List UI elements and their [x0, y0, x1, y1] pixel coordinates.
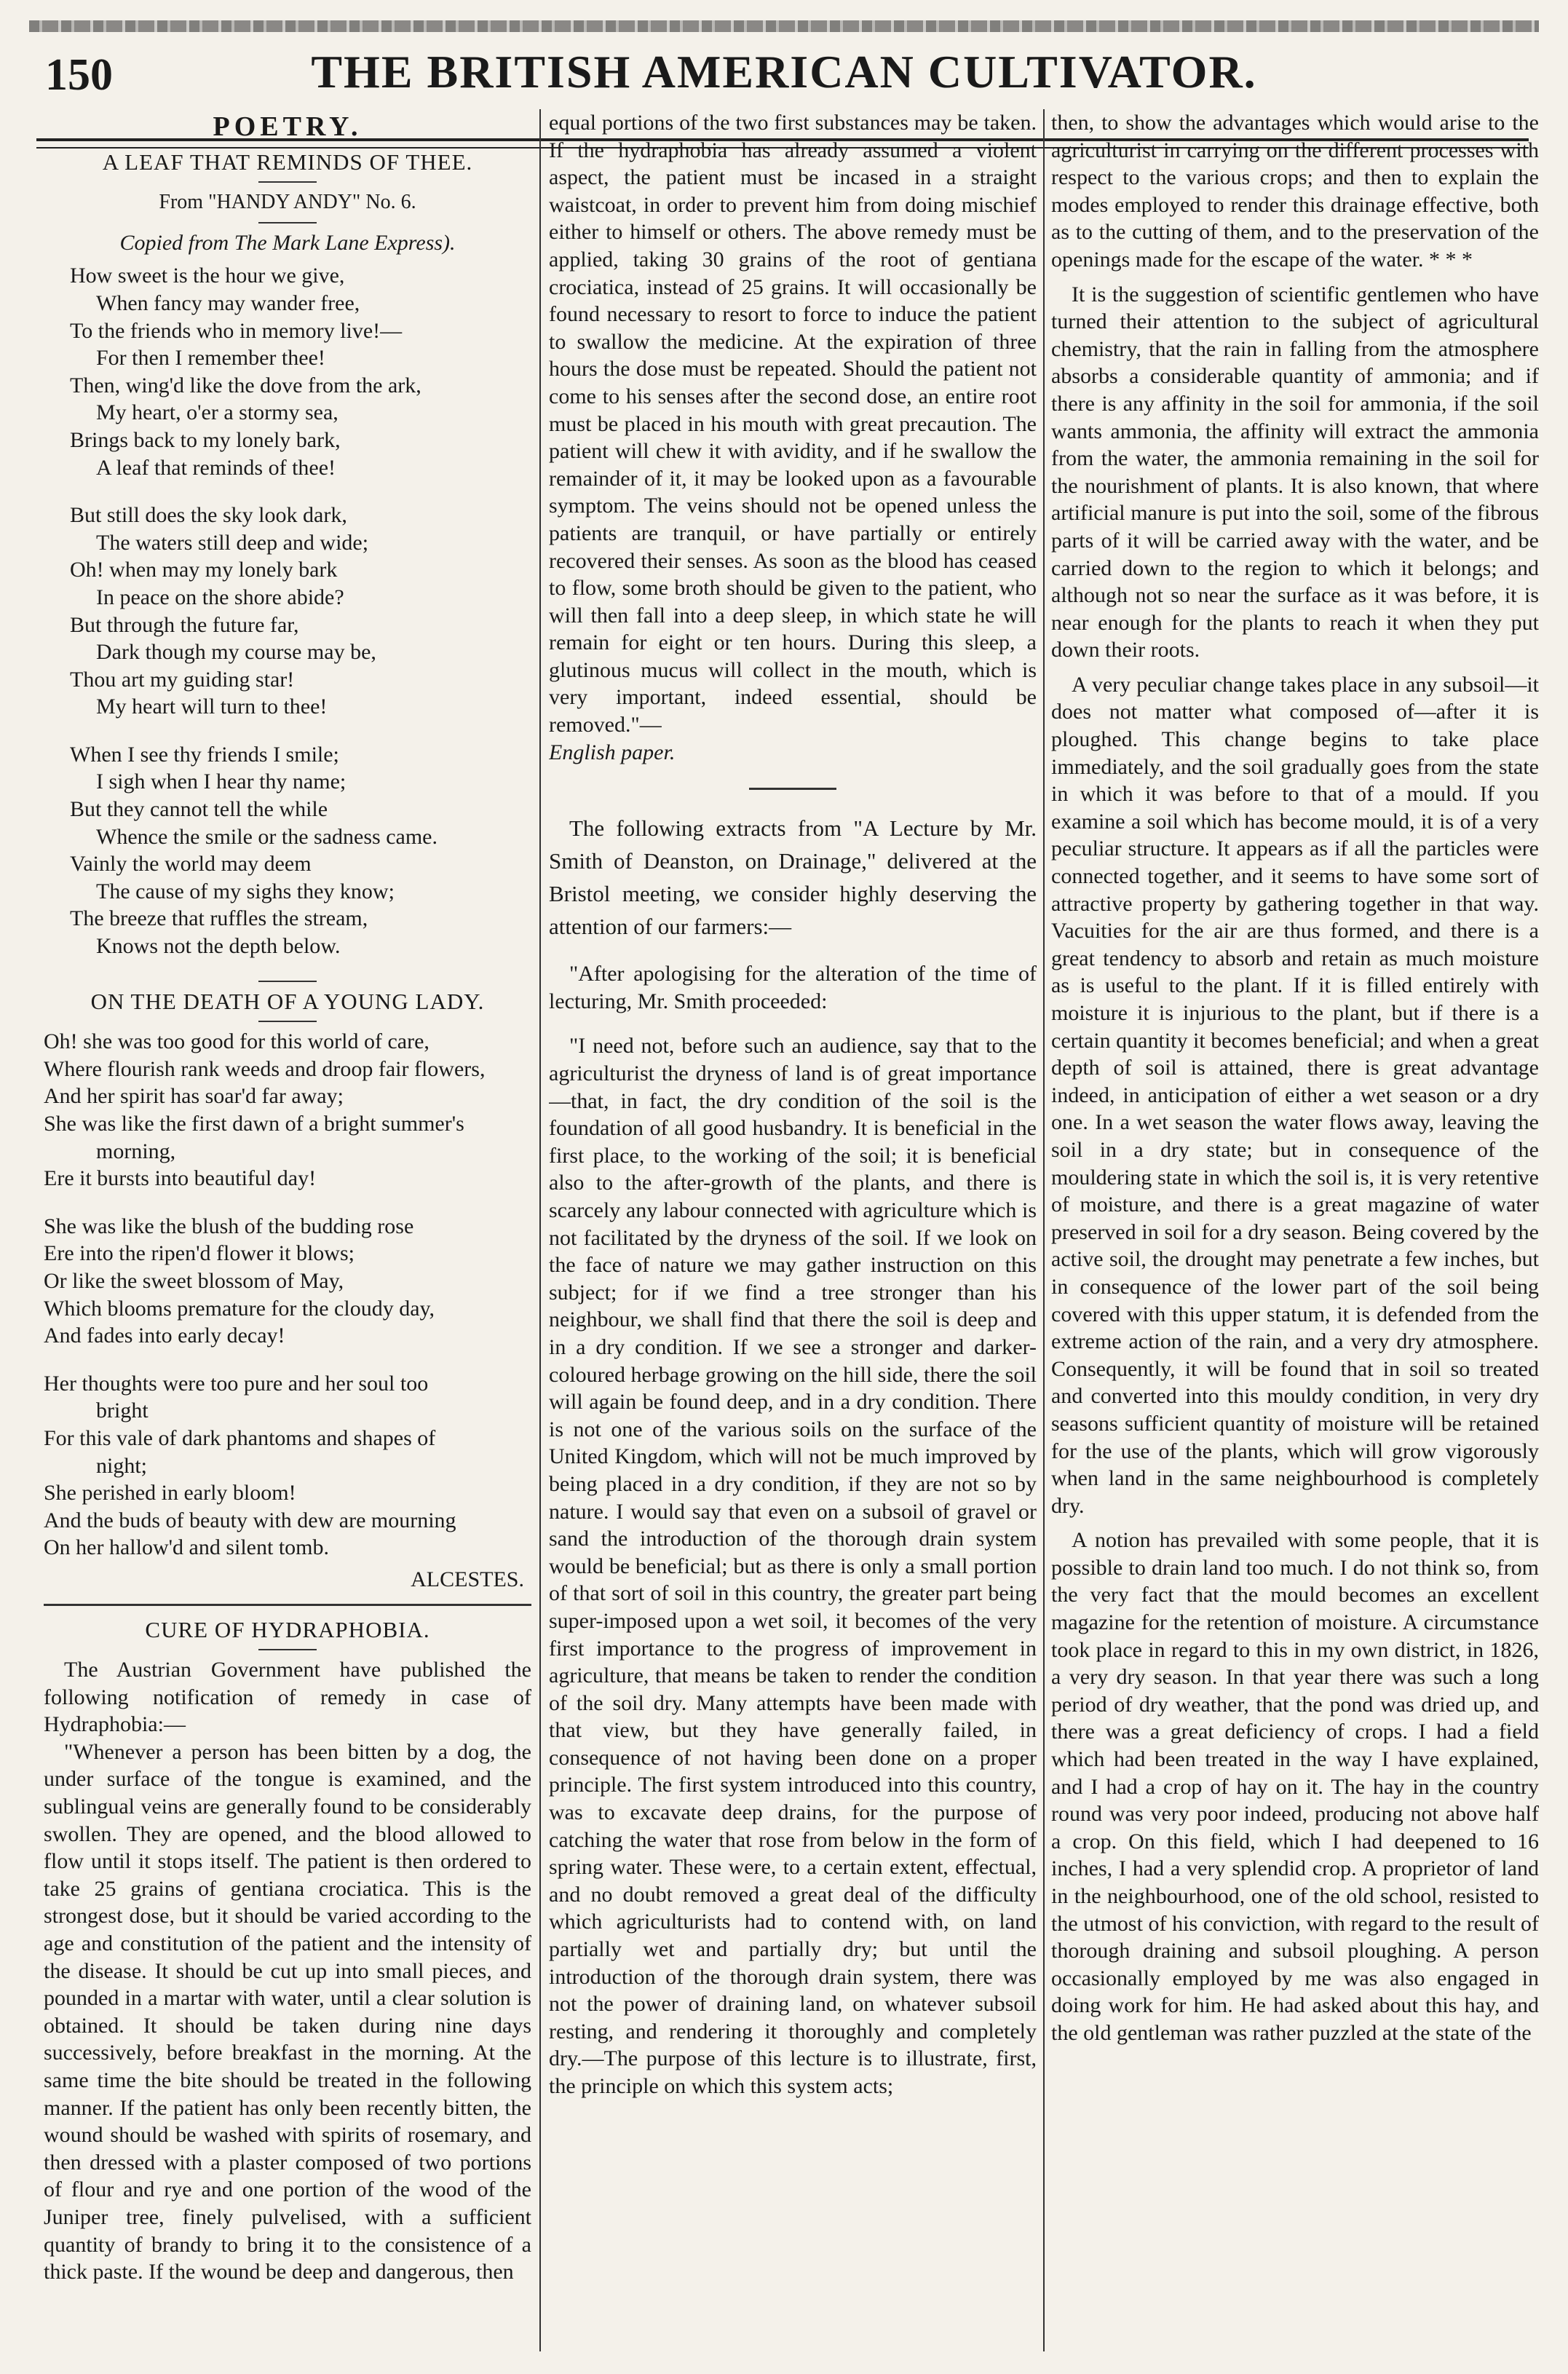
poem-signature: ALCESTES. — [411, 1567, 524, 1591]
section-heading: POETRY. — [213, 111, 363, 142]
divider — [258, 981, 317, 982]
poem-line: For then I remember thee! — [96, 346, 325, 371]
page-header — [29, 45, 1539, 111]
poem-line: She was like the first dawn of a bright summer's — [44, 1112, 464, 1136]
poem-line: My heart, o'er a stormy sea, — [96, 400, 338, 425]
poem-line: And fades into early decay! — [44, 1323, 285, 1348]
article-paragraph: A notion has prevailed with some people, that it is possible to drain land too much. I do not think so, from the very fact that the mould becomes an excellent magazine for the retention of moisture. A circumstance took place in regard to this in my own district, in 1826, a very dry season. In that year there was such a long period of dry weather, that the pond was dried up, and there was a great deficiency of crops. I had a field which had been treated in the way I have explained, and I had a crop of hay on it. The hay in the country round was very poor indeed, producing not above half a crop. On this field, which I had deepened to 16 inches, I had a very splendid crop. A proprietor of land in the neighbourhood, one of the old school, resisted to the utmost of his conviction, with regard to the result of thorough draining and subsoil ploughing. A person occasionally employed by me was also engaged in doing work for him. He had asked about this hay, and the old gentleman was rather puzzled at the state of the — [1051, 1528, 1539, 2045]
poem-line: night; — [96, 1453, 148, 1478]
poem-title: A LEAF THAT REMINDS OF THEE. — [102, 149, 473, 175]
poem-line: Or like the sweet blossom of May, — [44, 1268, 344, 1293]
article-paragraph: then, to show the advantages which would arise to the agriculturist in carrying on the different processes with respect to the various crops; and then to explain the modes employed to render this drainage effective, both as to the cutting of them, and to the preservation of the openings made for the escape of the water. * * * — [1051, 111, 1539, 272]
divider — [258, 222, 317, 223]
poem-line: In peace on the shore abide? — [96, 585, 344, 609]
article-paragraph: "Whenever a person has been bitten by a dog, the under surface of the tongue is examined, and the sublingual veins are generally found to be considerably swollen. They are opened, and the blood allowed to flow until it stops itself. The patient is then ordered to take 25 grains of gentiana crociatica. This is the strongest dose, but it should be varied according to the age and constitution of the patient and the intensity of the disease. It should be cut up into small pieces, and pounded in a martar with water, until a clear solution is obtained. It should be taken during nine days successively, before breakfast in the morning. At the same time the bite should be treated in the following manner. If the patient has only been recently bitten, the wound should be washed with spirits of rosemary, and then dressed with a plaster composed of two portions of flour and rye and one portion of the wood of the Juniper tree, finely pulvelised, with a sufficient quantity of brandy to bring it to the consistence of a thick paste. If the wound be deep and dangerous, then — [44, 1739, 531, 2284]
poem-line: She was like the blush of the budding rose — [44, 1214, 414, 1238]
poem-line: And her spirit has soar'd far away; — [44, 1084, 344, 1109]
poem-line: But through the future far, — [70, 612, 299, 637]
article-paragraph: The Austrian Government have published the following notification of remedy in case of Hydraphobia:— — [44, 1658, 531, 1737]
article-title: CURE OF HYDRAPHOBIA. — [145, 1616, 430, 1642]
poem-line: Vainly the world may deem — [70, 852, 312, 877]
newspaper-page — [29, 0, 1539, 2374]
stanza — [44, 1213, 531, 1350]
poem-line: bright — [96, 1398, 149, 1423]
poem-line: Ere into the ripen'd flower it blows; — [44, 1241, 355, 1266]
page-number: 150 — [45, 50, 113, 100]
column-2 — [549, 109, 1037, 2359]
poem-line: Then, wing'd like the dove from the ark, — [70, 373, 421, 397]
poem-body — [44, 262, 531, 960]
masthead-title: THE BRITISH AMERICAN CULTIVATOR. — [311, 46, 1257, 98]
poem-title: ON THE DEATH OF A YOUNG LADY. — [90, 988, 485, 1014]
article-intro: The following extracts from "A Lecture by Mr. Smith of Deanston, on Drainage," delivered at the Bristol meeting, we consider highly deserving the attention of our farmers:— — [549, 815, 1037, 940]
column-divider — [539, 109, 541, 2351]
poem-line: The cause of my sighs they know; — [96, 879, 395, 903]
poem-line: Thou art my guiding star! — [70, 667, 295, 692]
poem-line: morning, — [96, 1139, 176, 1163]
poem-line: A leaf that reminds of thee! — [96, 455, 336, 480]
poem-line: Where flourish rank weeds and droop fair flowers, — [44, 1056, 486, 1081]
column-divider — [1043, 109, 1045, 2351]
stanza — [44, 741, 531, 960]
poem-line: The breeze that ruffles the stream, — [70, 906, 368, 931]
stanza — [44, 262, 531, 481]
divider — [258, 181, 317, 183]
poem-line: I sigh when I hear thy name; — [96, 769, 347, 794]
poem-body — [44, 1028, 531, 1562]
poem-line: How sweet is the hour we give, — [70, 264, 345, 288]
divider — [749, 788, 836, 790]
poem-line: To the friends who in memory live!— — [70, 318, 403, 343]
poem-line: My heart will turn to thee! — [96, 695, 328, 719]
poem-line: For this vale of dark phantoms and shapes of — [44, 1425, 436, 1450]
poem-line: Oh! she was too good for this world of care, — [44, 1029, 429, 1054]
divider — [44, 1604, 531, 1606]
poem-line: When I see thy friends I smile; — [70, 742, 339, 767]
poem-source: From "HANDY ANDY" No. 6. — [159, 191, 416, 214]
column-3 — [1051, 109, 1539, 2359]
poem-line: The waters still deep and wide; — [96, 530, 369, 555]
poem-copied-note: Copied from The Mark Lane Express). — [119, 230, 456, 255]
poem-line: But still does the sky look dark, — [70, 503, 347, 528]
poem-line: She perished in early bloom! — [44, 1481, 296, 1505]
stanza — [44, 1370, 531, 1562]
column-1 — [44, 109, 531, 2359]
poem-line: Oh! when may my lonely bark — [70, 558, 338, 582]
poem-line: Her thoughts were too pure and her soul too — [44, 1371, 429, 1396]
poem-line: Which blooms premature for the cloudy day, — [44, 1296, 435, 1321]
article-paragraph: equal portions of the two first substances may be taken. If the hydraphobia has already assumed a violent aspect, the patient must be incased in a straight waistcoat, in order to prevent him from doing mischief either to himself or others. The above remedy must be applied, taking 30 grains of the root of gentiana crociatica, instead of 25 grains. It will occasionally be found necessary to resort to force to induce the patient to swallow the medicine. At the expiration of three hours the dose must be repeated. Should the patient not come to his senses after the second dose, an entire root must be placed in his mouth with great precaution. The patient will chew it with avidity, and if he swallow the remainder of it, it may be looked upon as a favourable symptom. The veins should not be opened unless the patients are tranquil, or have partially or entirely recovered their senses. As soon as the blood has ceased to flow, some broth should be given to the patient, who will then fall into a deep sleep, in which state he will remain for eight or ten hours. During this sleep, a glutinous mucus will collect in the mouth, which is very important, indeed essential, should be removed."— — [549, 111, 1037, 737]
poem-line: Dark though my course may be, — [96, 640, 376, 665]
poem-line: Knows not the depth below. — [96, 934, 341, 959]
poem-line: On her hallow'd and silent tomb. — [44, 1535, 330, 1560]
poem-line: And the buds of beauty with dew are mourning — [44, 1508, 456, 1532]
poem-line: Ere it bursts into beautiful day! — [44, 1166, 317, 1191]
stanza — [44, 1028, 531, 1192]
divider — [258, 1021, 317, 1022]
stanza — [44, 502, 531, 721]
poem-line: But they cannot tell the while — [70, 797, 328, 822]
divider — [258, 1649, 317, 1650]
poem-line: Whence the smile or the sadness came. — [96, 824, 437, 849]
top-border-band — [29, 20, 1539, 32]
article-paragraph: "After apologising for the alteration of the time of lecturing, Mr. Smith proceeded: — [549, 962, 1037, 1013]
article-paragraph: A very peculiar change takes place in any subsoil—it does not matter what composed of—after it is ploughed. This change begins to take place immediately, and the soil gradually goes from the state in which it was before to that of a mould. If you examine a soil which has become mould, it is of a very peculiar structure. It appears as if all the particles were connected together, and it seems to have some sort of attractive property by gathering together in that way. Vacuities for the air are thus formed, and there is a great tendency to absorb and retain as much moisture as is useful to the plant. If it is filled entirely with moisture it is injurious to the plant, but if there is a certain quantity it becomes beneficial; and when a great depth of soil is attained, there is great advantage indeed, in anticipation of either a wet season or a dry one. In a wet season the water flows away, leaving the soil in a dry state; but in consequence of the mouldering state in which the soil is, it is very retentive of moisture, and there is a great magazine of water preserved in soil for a dry season. Being covered by the active soil, the drought may penetrate a few inches, but in consequence of the lower part of the soil being covered with this upper statum, it is defended from the extreme action of the rain, and a very dry atmosphere. Consequently, it will be found that in soil so treated and converted into this mouldy condition, in very dry seasons sufficient quantity of moisture will be retained for the use of the plants, which will grow vigorously when land in the same neighbourhood is completely dry. — [1051, 672, 1539, 1518]
article-paragraph: "I need not, before such an audience, say that to the agriculturist the dryness of land is of great importance—that, in fact, the dry condition of the soil is the foundation of all good husbandry. It is beneficial in the first place, to the working of the soil; it is beneficial also to the after-growth of the plants, and there is scarcely any labour connected with agriculture which is not facilitated by the dryness of the soil. If we look on the face of nature we may gather instruction on this subject; for if we find a tree stronger than his neighbour, we shall find that there the soil is deep and in a dry condition. If we see a stronger and darker-coloured herbage growing on the hill side, there the soil will again be found deep, and in a dry condition. There is not one of the various soils on the surface of the United Kingdom, which will not be much improved by being placed in a dry condition, if they are not so by nature. I would say that even on a subsoil of gravel or sand the introduction of the thorough drain system would be beneficial; but as there is only a small portion of that sort of soil in this country, the greater part being super-imposed upon a wet soil, it becomes of the very first importance to the progress of improvement in agriculture, that means be taken to render the condition of the soil dry. Many attempts have been made with that view, but they have generally failed, in consequence of not having been done on a proper principle. The first system introduced into this country, was to excavate deep drains, for the purpose of catching the water that rose from below in the form of spring water. These were, to a certain extent, effectual, and no doubt removed a great deal of the difficulty which agriculturists had to contend with, on land partially wet and partially dry; but until the introduction of the thorough drain system, there was not the power of draining land, on whatever subsoil resting, and rendering it thoroughly and completely dry.—The purpose of this lecture is to illustrate, first, the principle on which this system acts; — [549, 1034, 1037, 2098]
poem-line: When fancy may wander free, — [96, 290, 360, 315]
poem-line: Brings back to my lonely bark, — [70, 427, 341, 452]
article-source: English paper. — [549, 740, 676, 764]
article-paragraph: It is the suggestion of scientific gentlemen who have turned their attention to the subject of agricultural chemistry, that the rain in falling from the atmosphere absorbs a considerable quantity of ammonia; and if there is any affinity in the soil for ammonia, if the soil wants ammonia, the affinity will extract the ammonia from the water, the ammonia remaining in the soil for the nourishment of plants. It is also known, that where artificial manure is put into the soil, some of the fibrous parts of it will be carried away with the water, and be carried down to the region to which it belongs; and although not so near the surface as it was before, it is near enough for the plants to reach it when they put down their roots. — [1051, 282, 1539, 662]
